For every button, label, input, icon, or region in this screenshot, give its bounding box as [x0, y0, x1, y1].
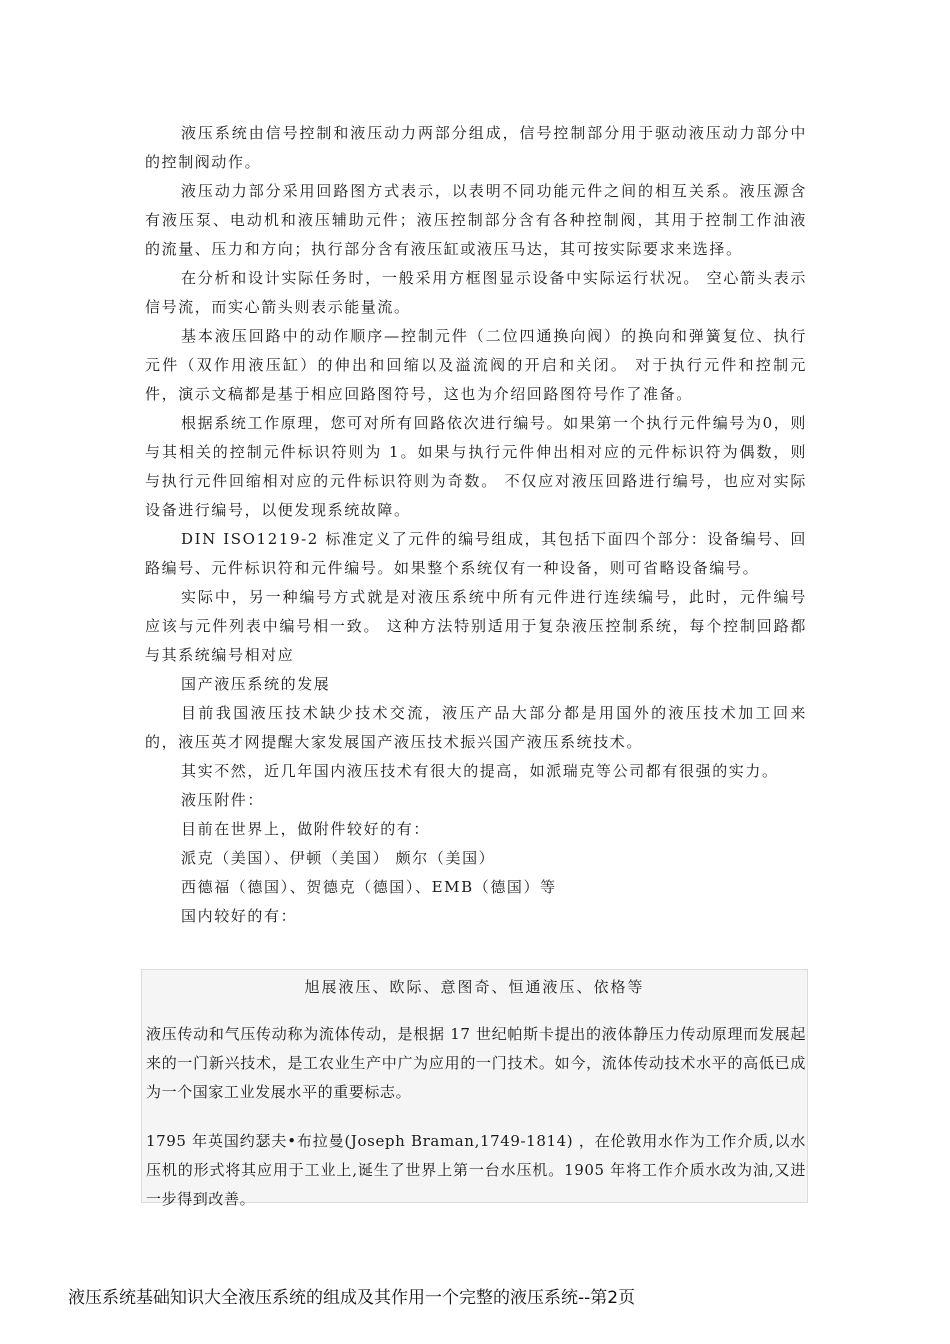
domestic-makers-list: 旭展液压、欧际、意图奇、恒通液压、依格等	[304, 978, 645, 996]
paragraph-domestic-status: 目前我国液压技术缺少技术交流，液压产品大部分都是用国外的液压技术加工回来的，液压英才网提醒大家发展国产液压技术振兴国产液压系统技术。	[145, 704, 807, 751]
list-item-german-makers: 西德福（德国）、贺德克（德国）、EMB（德国）等	[181, 878, 557, 896]
paragraph-power-section: 液压动力部分采用回路图方式表示，以表明不同功能元件之间的相互关系。液压源含有液压泵、电动机和液压辅助元件；液压控制部分含有各种控制阀，其用于控制工作油液的流量、压力和方向；执行部分含有液压缸或液压马达，其可按实际要求来选择。	[145, 182, 807, 258]
list-item-us-makers: 派克（美国）、伊顿（美国） 颇尔（美国）	[181, 849, 496, 867]
section-heading-domestic-development: 国产液压系统的发展	[181, 675, 331, 693]
paragraph-continuous-numbering: 实际中，另一种编号方式就是对液压系统中所有元件进行连续编号，此时，元件编号应该与元件列表中编号相一致。 这种方法特别适用于复杂液压控制系统，每个控制回路都与其系统编号相对应	[145, 588, 807, 664]
paragraph-history-1795: 1795 年英国约瑟夫•布拉曼(Joseph Braman,1749-1814) ，在伦敦用水作为工作介质,以水压机的形式将其应用于工业上,诞生了世界上第一台水压机。1905 年将工作介质水改为油,又进一步得到改善。	[146, 1132, 806, 1208]
document-body	[145, 119, 807, 931]
paragraph-signal-control: 液压系统由信号控制和液压动力两部分组成，信号控制部分用于驱动液压动力部分中的控制阀动作。	[145, 124, 807, 171]
paragraph-domestic-makers: 国内较好的有：	[181, 907, 298, 925]
paragraph-action-sequence: 基本液压回路中的动作顺序—控制元件（二位四通换向阀）的换向和弹簧复位、执行元件（双作用液压缸）的伸出和回缩以及溢流阀的开启和关闭。 对于执行元件和控制元件，演示文稿都是基于相应回路图符号，这也为介绍回路图符号作了准备。	[145, 327, 807, 403]
paragraph-circuit-numbering: 根据系统工作原理，您可对所有回路依次进行编号。如果第一个执行元件编号为0，则与其相关的控制元件标识符则为 1。如果与执行元件伸出相对应的元件标识符为偶数，则与执行元件回缩相对应的元件标识符则为奇数。 不仅应对液压回路进行编号，也应对实际设备进行编号，以便发现系统故障。	[145, 414, 807, 519]
paragraph-fluid-transmission: 液压传动和气压传动称为流体传动，是根据 17 世纪帕斯卡提出的液体静压力传动原理而发展起来的一门新兴技术，是工农业生产中广为应用的一门技术。如今，流体传动技术水平的高低已成为一个国家工业发展水平的重要标志。	[146, 1025, 806, 1101]
paragraph-din-iso-standard: DIN ISO1219-2 标准定义了元件的编号组成，其包括下面四个部分：设备编号、回路编号、元件标识符和元件编号。如果整个系统仅有一种设备，则可省略设备编号。	[145, 530, 807, 577]
page-footer: 液压系统基础知识大全液压系统的组成及其作用一个完整的液压系统--第2页	[68, 1288, 636, 1308]
paragraph-world-accessory-makers: 目前在世界上，做附件较好的有：	[181, 820, 431, 838]
paragraph-domestic-progress: 其实不然，近几年国内液压技术有很大的提高，如派瑞克等公司都有很强的实力。	[181, 762, 779, 780]
heading-hydraulic-accessories: 液压附件：	[181, 791, 265, 809]
paragraph-block-diagram: 在分析和设计实际任务时，一般采用方框图显示设备中实际运行状况。 空心箭头表示信号流，而实心箭头则表示能量流。	[145, 269, 807, 316]
highlight-box	[141, 969, 808, 1208]
